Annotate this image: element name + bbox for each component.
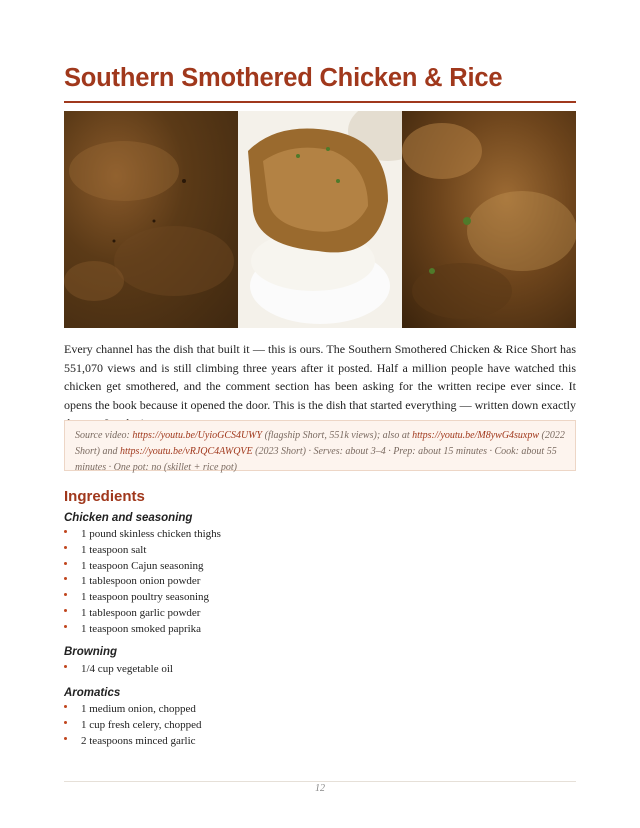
list-item: [64, 559, 221, 575]
bullet-icon: [64, 546, 67, 549]
ingredient-text: 1 teaspoon smoked paprika: [81, 622, 202, 635]
gravy-closeup-photo: [64, 111, 238, 328]
ingredient-text: 1 teaspoon salt: [81, 543, 147, 556]
list-item: [64, 606, 221, 622]
bullet-icon: [64, 609, 67, 612]
title-divider: [64, 101, 576, 103]
ingredient-text: 1 cup fresh celery, chopped: [81, 718, 202, 731]
ingredient-text: 1 tablespoon onion powder: [81, 575, 201, 588]
list-item: [64, 527, 221, 543]
source-link-flagship[interactable]: https://youtu.be/UyioGCS4UWY: [132, 430, 263, 441]
footer-divider: [64, 781, 576, 782]
list-item: [64, 662, 173, 678]
ingredient-text: 1/4 cup vegetable oil: [81, 663, 173, 675]
ingredient-text: 1 teaspoon poultry seasoning: [81, 591, 210, 604]
ingredient-text: 1 pound skinless chicken thighs: [81, 528, 221, 540]
ingredient-list-chicken-seasoning: [64, 527, 221, 638]
plated-chicken-rice-photo: [238, 111, 402, 328]
bullet-icon: [64, 721, 67, 724]
source-info-box: [64, 420, 576, 471]
bullet-icon: [64, 593, 67, 596]
recipe-title: Southern Smothered Chicken & Rice: [64, 64, 503, 92]
source-note-flagship: (flagship Short, 551k views); also at: [264, 430, 410, 441]
bullet-icon: [64, 625, 67, 628]
list-item: [64, 718, 202, 734]
ingredient-text: 1 tablespoon garlic powder: [81, 606, 201, 619]
ingredient-list-aromatics: [64, 702, 202, 749]
bullet-icon: [64, 737, 67, 740]
ingredient-text: 1 teaspoon Cajun seasoning: [81, 559, 204, 572]
group-title-aromatics: Aromatics: [64, 687, 121, 699]
source-note-details: (2023 Short) · Serves: about 3–4 · Prep: about 15 minutes · Cook: about 55 minutes · One pot: no (skillet + rice pot): [75, 446, 557, 473]
source-note-2022: (2022 Short) and: [75, 430, 565, 457]
intro-paragraph: Every channel has the dish that built it — this is ours. The Southern Smothered Chicken & Rice Short has 551,070 views and is still climbing three years after it posted. Half a million people have watched this chicken get smothered, and the comment section has been asking for the written recipe ever since. It opens the book because it opened the door. This is the dish that started everything — written down exactly: [64, 342, 576, 412]
bullet-icon: [64, 562, 67, 565]
bullet-icon: [64, 530, 67, 533]
list-item: [64, 543, 221, 559]
list-item: [64, 622, 221, 638]
list-item: [64, 590, 221, 606]
bullet-icon: [64, 577, 67, 580]
list-item: [64, 702, 202, 718]
ingredients-heading: Ingredients: [64, 488, 145, 505]
ingredient-text: 1 medium onion, chopped: [81, 703, 196, 715]
list-item: [64, 574, 221, 590]
ingredient-list-browning: [64, 662, 173, 678]
group-title-browning: Browning: [64, 646, 118, 658]
bullet-icon: [64, 705, 67, 708]
photo-strip: [64, 111, 576, 328]
ingredient-text: 2 teaspoons minced garlic: [81, 734, 196, 747]
source-label: Source video:: [75, 430, 130, 441]
list-item: [64, 734, 202, 750]
smothered-chicken-closeup-photo: [402, 111, 576, 328]
bullet-icon: [64, 665, 67, 668]
group-title-chicken-seasoning: Chicken and seasoning: [64, 512, 193, 524]
source-link-2023[interactable]: https://youtu.be/vRJQC4AWQVE: [120, 446, 253, 457]
page-number: 12: [315, 783, 325, 794]
source-link-2022[interactable]: https://youtu.be/M8ywG4suxpw: [412, 430, 540, 441]
